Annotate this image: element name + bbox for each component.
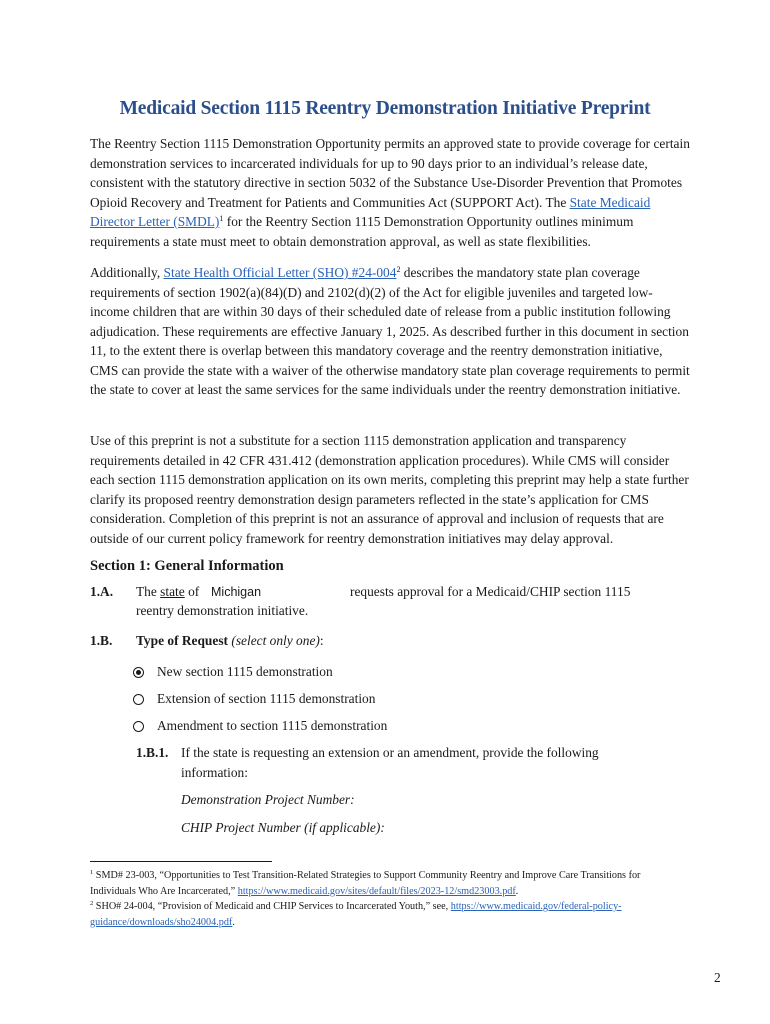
footnote-1: [90, 868, 680, 899]
radio-new-demonstration[interactable]: [133, 662, 333, 682]
fn2-text: SHO# 24-004, “Provision of Medicaid and CHIP Services to Incarcerated Youth,” see,: [93, 901, 451, 912]
intro-paragraph-1: [90, 134, 690, 251]
state-name-field[interactable]: Michigan: [211, 585, 262, 599]
q1b1-text-a: If the state is requesting an extension or an amendment, provide the following: [181, 745, 599, 760]
footnote-2: [90, 899, 680, 930]
q1b-hint: (select only one): [231, 633, 320, 648]
radio-amendment[interactable]: [133, 716, 387, 736]
q1a-text-c: requests approval for a Medicaid/CHIP section 1115: [350, 584, 631, 599]
radio-unselected-icon[interactable]: [133, 721, 144, 732]
q1a-text-b: of: [184, 584, 200, 599]
p1-text-b: for the Reentry Section 1115 Demonstration Opportunity outlines minimum requirements a state must meet to obtain demonstration approval, as well as state flexibilities.: [90, 214, 634, 249]
p1-text-a: The Reentry Section 1115 Demonstration Opportunity permits an approved state to provide coverage for certain demonstration services to incarcerated individuals for up to 90 days prior to an individual’s release date, consistent with the statutory directive in section 5032 of the Substance Use-Disorder Prevention that Promotes Opioid Recovery and Treatment for Patients and Communities Act (SUPPORT Act). The: [90, 136, 690, 210]
q1b1-label: 1.B.1.: [136, 745, 169, 760]
smdl-link[interactable]: State Medicaid Director Letter (SMDL): [90, 194, 651, 229]
fn1-end: .: [515, 885, 519, 897]
q1b1-text-b: information:: [181, 765, 248, 780]
fn1-number: 1: [90, 869, 94, 876]
intro-paragraph-3: Use of this preprint is not a substitute for a section 1115 demonstration application and transparency requirements detailed in 42 CFR 431.412 (demonstration application procedures). While CMS will consider each section 1115 demonstration application on its own merits, completing this preprint may help a state further clarify its proposed reentry demonstration design parameters reflected in the state’s application for CMS consideration. Completion of this preprint is not an assurance of approval and inclusion of requests that are outside of our current policy framework for reentry demonstration initiatives may delay approval.: [90, 433, 689, 546]
q1b-title: Type of Request: [136, 633, 228, 648]
p2-text-b: describes the mandatory state plan coverage requirements of section 1902(a)(84)(D) and 2102(d)(2) of the Act for eligible juveniles and targeted low-income children that are within 30 days of their scheduled date of release from a public institution following adjudication. These requirements are effective January 1, 2025. As described further in this document in section 11, to the extent there is overlap between this mandatory coverage and the reentry demonstration initiative, CMS can provide the state with a waiver of the otherwise mandatory state plan coverage requirements to permit the state to cover at least the same services for the same individuals under the reentry demonstration initiative.: [90, 265, 690, 397]
intro-paragraph-2: [90, 263, 690, 400]
fn1-link[interactable]: https://www.medicaid.gov/sites/default/files/2023-12/smd23003.pdf: [237, 885, 516, 897]
radio-label-amendment: Amendment to section 1115 demonstration: [157, 718, 388, 733]
radio-unselected-icon[interactable]: [133, 694, 144, 705]
radio-label-extension: Extension of section 1115 demonstration: [157, 691, 376, 706]
footnote-divider: [90, 861, 272, 862]
footnote-ref-1[interactable]: 1: [219, 214, 224, 223]
fn1-text: SMD# 23-003, “Opportunities to Test Transition-Related Strategies to Support Community Reentry and Improve Care Transitions for Individuals Who Are Incarcerated,”: [90, 870, 641, 897]
q1a-state-word: state: [160, 584, 185, 599]
demonstration-project-number-label: Demonstration Project Number:: [181, 792, 355, 807]
page-title: Medicaid Section 1115 Reentry Demonstration Initiative Preprint: [119, 98, 651, 119]
radio-extension[interactable]: [133, 689, 375, 709]
fn2-end: .: [232, 916, 235, 928]
section-1-heading: Section 1: General Information: [90, 558, 284, 574]
fn2-link[interactable]: https://www.medicaid.gov/federal-policy-guidance/downloads/sho24004.pdf: [90, 901, 622, 928]
footnote-ref-2[interactable]: 2: [396, 265, 401, 274]
p2-text-a: Additionally,: [90, 265, 164, 280]
fn2-number: 2: [90, 900, 94, 907]
q1a-text-a: The: [136, 584, 161, 599]
q1b-title-line: [136, 631, 324, 651]
q1a-text-d: reentry demonstration initiative.: [136, 603, 309, 618]
q1b-label: 1.B.: [90, 633, 113, 648]
page-number: 2: [714, 970, 721, 985]
radio-label-new: New section 1115 demonstration: [157, 664, 333, 679]
q1a-label: 1.A.: [90, 584, 114, 599]
sho-link[interactable]: State Health Official Letter (SHO) #24-004: [163, 265, 397, 280]
chip-project-number-label: CHIP Project Number (if applicable):: [181, 820, 385, 835]
q1b-colon: :: [319, 633, 324, 648]
radio-selected-icon[interactable]: [133, 667, 144, 678]
q1a-line-1: [136, 582, 199, 602]
